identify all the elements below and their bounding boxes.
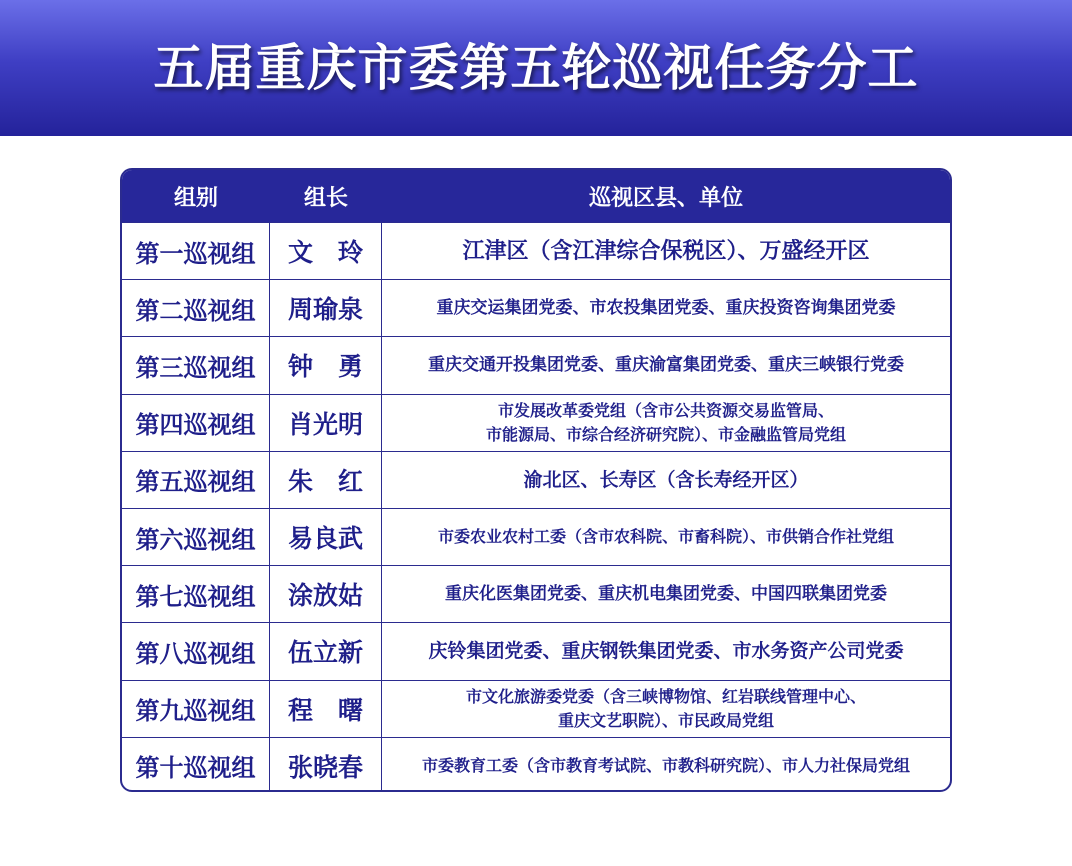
page-title: 五届重庆市委第五轮巡视任务分工 <box>153 39 919 97</box>
assignment-table <box>120 168 952 792</box>
leader-cell: 易良武 <box>270 509 382 565</box>
leader-cell: 伍立新 <box>270 623 382 679</box>
targets-line: 市发展改革委党组（含市公共资源交易监管局、 <box>497 400 834 420</box>
leader-cell: 文 玲 <box>270 223 382 279</box>
table-row <box>122 508 950 565</box>
group-cell: 第七巡视组 <box>122 566 270 622</box>
group-cell: 第一巡视组 <box>122 223 270 279</box>
table-row <box>122 279 950 336</box>
targets-cell <box>382 395 950 451</box>
group-cell: 第六巡视组 <box>122 509 270 565</box>
table-row <box>122 222 950 279</box>
leader-cell: 肖光明 <box>270 395 382 451</box>
group-cell: 第三巡视组 <box>122 337 270 393</box>
targets-cell: 重庆交通开投集团党委、重庆渝富集团党委、重庆三峡银行党委 <box>428 355 904 376</box>
table-row <box>122 737 950 792</box>
targets-cell: 江津区（含江津综合保税区）、万盛经开区 <box>462 238 870 265</box>
group-cell: 第八巡视组 <box>122 623 270 679</box>
table-row <box>122 622 950 679</box>
leader-cell: 周瑜泉 <box>270 280 382 336</box>
targets-cell: 重庆交运集团党委、市农投集团党委、重庆投资咨询集团党委 <box>436 298 896 319</box>
targets-cell: 市委农业农村工委（含市农科院、市畜科院）、市供销合作社党组 <box>437 527 894 547</box>
leader-cell: 朱 红 <box>270 452 382 508</box>
targets-cell: 渝北区、长寿区（含长寿经开区） <box>523 468 809 491</box>
title-banner <box>0 0 1072 136</box>
targets-cell: 市委教育工委（含市教育考试院、市教科研究院）、市人力社保局党组 <box>421 755 910 775</box>
leader-cell: 程 曙 <box>270 681 382 737</box>
group-cell: 第九巡视组 <box>122 681 270 737</box>
targets-line: 市文化旅游委党委（含三峡博物馆、红岩联线管理中心、 <box>465 686 866 706</box>
leader-cell: 钟 勇 <box>270 337 382 393</box>
header-leader: 组长 <box>303 184 348 211</box>
table-row <box>122 680 950 737</box>
table-row <box>122 336 950 393</box>
targets-line: 市能源局、市综合经济研究院）、市金融监管局党组 <box>485 424 846 444</box>
header-targets: 巡视区县、单位 <box>588 184 743 211</box>
targets-cell: 庆铃集团党委、重庆钢铁集团党委、市水务资产公司党委 <box>428 640 904 663</box>
group-cell: 第十巡视组 <box>122 738 270 792</box>
group-cell: 第五巡视组 <box>122 452 270 508</box>
table-row <box>122 565 950 622</box>
targets-cell: 重庆化医集团党委、重庆机电集团党委、中国四联集团党委 <box>445 584 887 605</box>
targets-line: 重庆文艺职院）、市民政局党组 <box>557 710 774 730</box>
header-group: 组别 <box>173 184 218 211</box>
table-row <box>122 451 950 508</box>
table-header <box>122 170 950 222</box>
group-cell: 第二巡视组 <box>122 280 270 336</box>
leader-cell: 涂放姑 <box>270 566 382 622</box>
group-cell: 第四巡视组 <box>122 395 270 451</box>
leader-cell: 张晓春 <box>270 738 382 792</box>
table-row <box>122 394 950 451</box>
targets-cell <box>382 681 950 737</box>
